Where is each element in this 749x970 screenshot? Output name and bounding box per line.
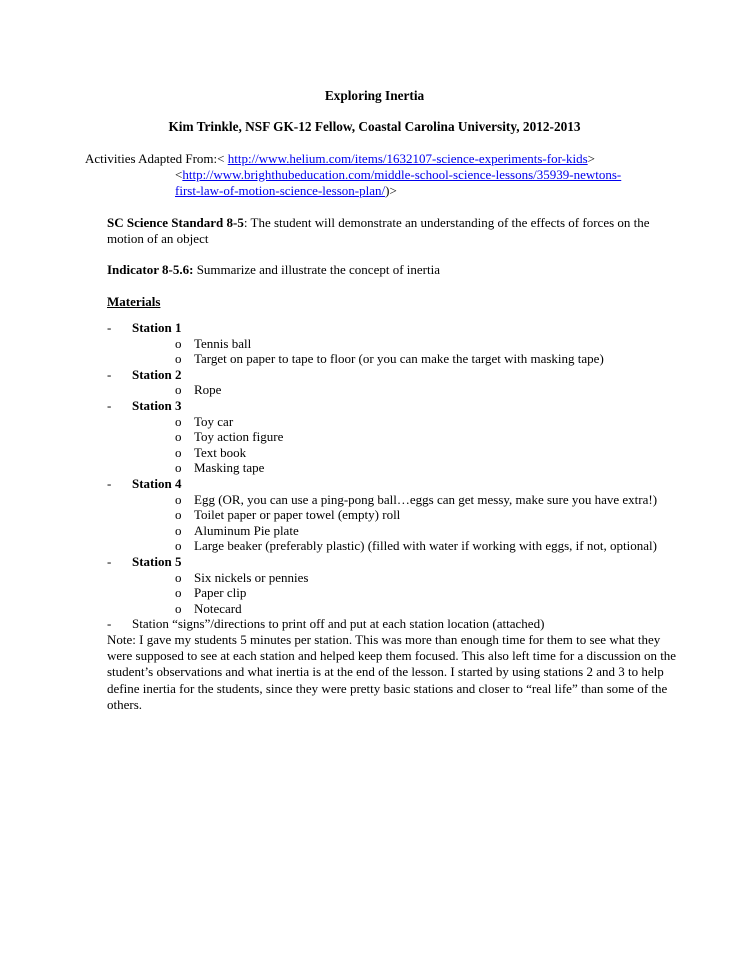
teacher-note: Note: I gave my students 5 minutes per station. This was more than enough time for them to see what they were supposed to see at each station and helped keep them focused. This also left time for a discussion on the student’s observations and what inertia is at the end of the lesson. I started by using stations 2 and 3 to help define inertia for the students, since they were pretty basic stations and closer to “real life” than some of the others. <box>107 632 677 712</box>
station-3-label: Station 3 <box>132 397 182 413</box>
source-link-helium[interactable]: http://www.helium.com/items/1632107-science-experiments-for-kids <box>227 151 588 166</box>
source-link-brighthub-cont[interactable]: first-law-of-motion-science-lesson-plan/ <box>175 183 386 198</box>
list-item <box>107 523 707 539</box>
dash-bullet: - <box>107 320 112 335</box>
list-item <box>107 492 707 508</box>
dash-bullet: - <box>107 475 112 491</box>
circle-bullet: o <box>175 413 182 429</box>
circle-bullet: o <box>175 600 182 616</box>
circle-bullet: o <box>175 351 182 367</box>
indicator-text: Summarize and illustrate the concept of inertia <box>193 262 440 277</box>
circle-bullet: o <box>175 444 182 460</box>
item-text: Target on paper to tape to floor (or you can make the target with masking tape) <box>194 351 604 367</box>
list-item <box>107 414 707 430</box>
circle-bullet: o <box>175 335 182 351</box>
science-standard <box>107 215 667 247</box>
station-row <box>107 554 707 570</box>
circle-bullet: o <box>175 460 182 476</box>
adapted-open-2: < <box>175 167 183 182</box>
list-item <box>107 570 707 586</box>
adapted-prefix: Activities Adapted From:< <box>85 151 228 166</box>
item-text: Tennis ball <box>194 335 252 351</box>
signs-text: Station “signs”/directions to print off and put at each station location (attached) <box>132 616 545 632</box>
station-2-label: Station 2 <box>132 366 182 382</box>
dash-bullet: - <box>107 397 112 413</box>
station-row <box>107 476 707 492</box>
author-line: Kim Trinkle, NSF GK-12 Fellow, Coastal Carolina University, 2012-2013 <box>168 119 581 134</box>
circle-bullet: o <box>175 491 182 507</box>
list-item <box>107 429 707 445</box>
station-row <box>107 398 707 414</box>
standard-label: SC Science Standard 8-5 <box>107 215 244 230</box>
item-text: Rope <box>194 382 222 398</box>
source-link-brighthub[interactable]: http://www.brighthubeducation.com/middle-school-science-lessons/35939-newtons- <box>182 167 622 182</box>
list-item <box>107 382 707 398</box>
standard-text: : The student will demonstrate an understanding of the effects of forces on the motion of an object <box>107 215 650 246</box>
list-item <box>107 585 707 601</box>
list-item <box>107 445 707 461</box>
adapted-suffix-1: > <box>587 151 596 166</box>
item-text: Large beaker (preferably plastic) (filled with water if working with eggs, if not, optional) <box>194 538 657 554</box>
signs-row <box>107 616 707 632</box>
list-item <box>107 538 707 554</box>
item-text: Toilet paper or paper towel (empty) roll <box>194 507 401 523</box>
item-text: Six nickels or pennies <box>194 569 309 585</box>
item-text: Aluminum Pie plate <box>194 522 299 538</box>
dash-bullet: - <box>107 553 112 569</box>
item-text: Toy car <box>194 413 234 429</box>
adapted-sources <box>85 151 685 199</box>
circle-bullet: o <box>175 538 182 554</box>
item-text: Masking tape <box>194 460 265 476</box>
source-link-brighthub-line1 <box>85 167 685 183</box>
materials-list <box>107 320 707 632</box>
station-4-label: Station 4 <box>132 475 182 491</box>
dash-bullet: - <box>107 366 112 382</box>
list-item <box>107 601 707 617</box>
item-text: Notecard <box>194 600 242 616</box>
item-text: Egg (OR, you can use a ping-pong ball…eggs can get messy, make sure you have extra!) <box>194 491 658 507</box>
indicator-label: Indicator 8-5.6: <box>107 262 194 277</box>
circle-bullet: o <box>175 585 182 601</box>
circle-bullet: o <box>175 507 182 523</box>
item-text: Toy action figure <box>194 429 284 445</box>
circle-bullet: o <box>175 569 182 585</box>
item-text: Text book <box>194 444 247 460</box>
adapted-suffix-2: )> <box>385 183 397 198</box>
station-row <box>107 367 707 383</box>
station-1-label: Station 1 <box>132 320 182 335</box>
materials-heading: Materials <box>107 294 161 309</box>
source-link-brighthub-line2 <box>85 183 685 199</box>
list-item <box>107 336 707 352</box>
circle-bullet: o <box>175 429 182 445</box>
item-text: Paper clip <box>194 585 247 601</box>
list-item <box>107 351 707 367</box>
list-item <box>107 507 707 523</box>
circle-bullet: o <box>175 522 182 538</box>
document-title: Exploring Inertia <box>324 88 425 103</box>
dash-bullet: - <box>107 616 112 632</box>
circle-bullet: o <box>175 382 182 398</box>
list-item <box>107 460 707 476</box>
station-5-label: Station 5 <box>132 553 182 569</box>
station-row <box>107 320 707 336</box>
indicator <box>107 262 667 278</box>
